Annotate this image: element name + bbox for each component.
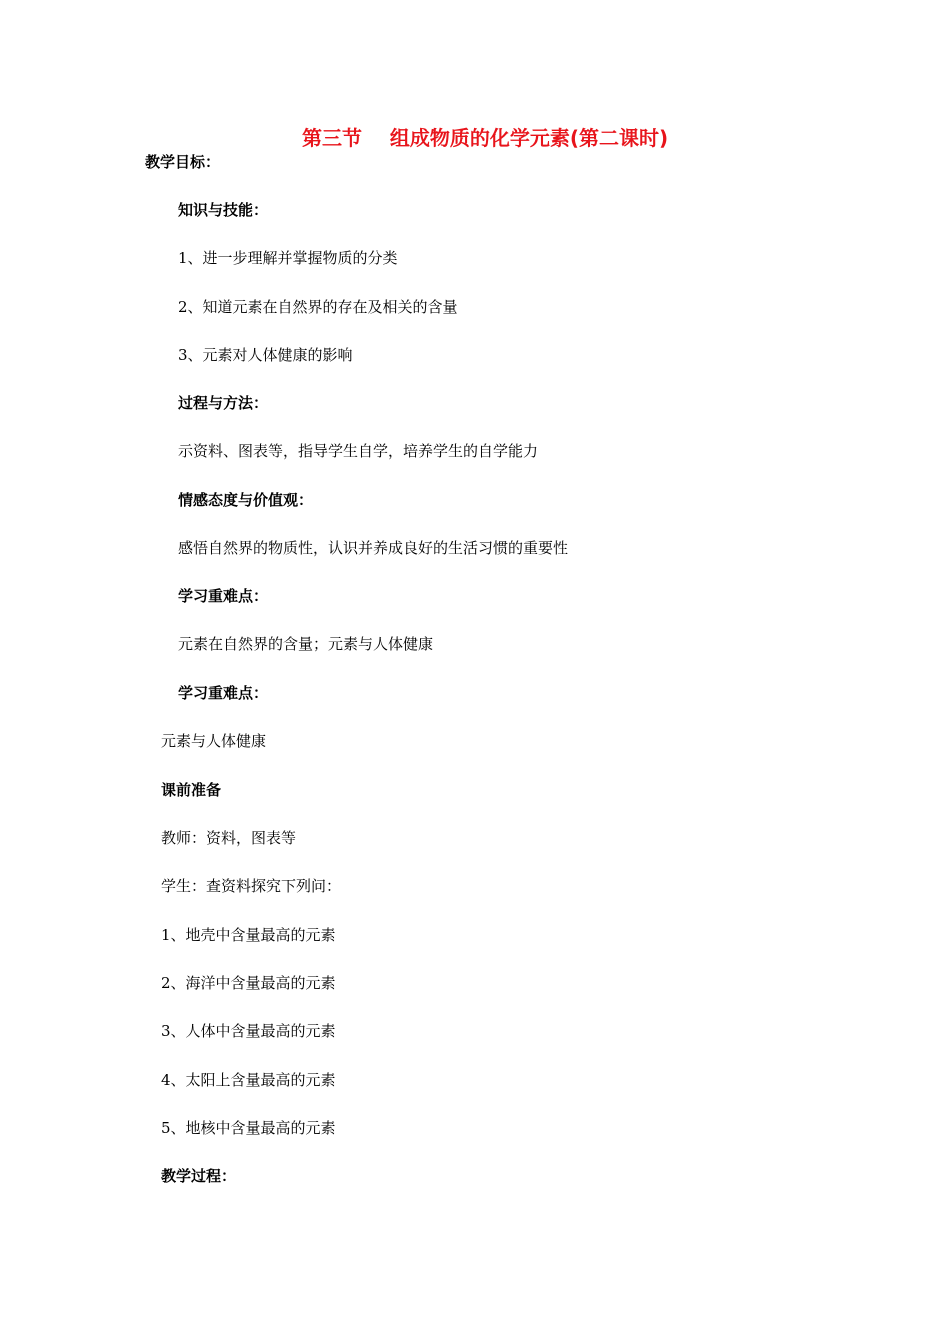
knowledge-item-3: 3、元素对人体健康的影响 — [178, 346, 353, 364]
difficult-points-text: 元素与人体健康 — [161, 732, 267, 750]
key-points-heading: 学习重难点： — [178, 587, 269, 605]
question-3: 3、人体中含量最高的元素 — [161, 1022, 336, 1040]
preparation-heading: 课前准备 — [161, 781, 222, 799]
knowledge-item-2: 2、知道元素在自然界的存在及相关的含量 — [178, 298, 458, 316]
emotion-heading: 情感态度与价值观： — [178, 491, 314, 509]
objectives-heading: 教学目标： — [145, 153, 221, 171]
teaching-process-heading: 教学过程： — [161, 1167, 237, 1185]
student-prep: 学生：查资料探究下列问： — [161, 877, 342, 895]
question-2: 2、海洋中含量最高的元素 — [161, 974, 336, 992]
process-text: 示资料、图表等，指导学生自学，培养学生的自学能力 — [178, 442, 539, 460]
key-points-text: 元素在自然界的含量；元素与人体健康 — [178, 635, 434, 653]
knowledge-heading: 知识与技能： — [178, 201, 269, 219]
knowledge-item-1: 1、进一步理解并掌握物质的分类 — [178, 249, 398, 267]
emotion-text: 感悟自然界的物质性，认识并养成良好的生活习惯的重要性 — [178, 539, 569, 557]
question-5: 5、地核中含量最高的元素 — [161, 1119, 336, 1137]
question-4: 4、太阳上含量最高的元素 — [161, 1071, 336, 1089]
process-heading: 过程与方法： — [178, 394, 269, 412]
teacher-prep: 教师：资料，图表等 — [161, 829, 297, 847]
question-1: 1、地壳中含量最高的元素 — [161, 926, 336, 944]
difficult-points-heading: 学习重难点： — [178, 684, 269, 702]
page-title: 第三节 组成物质的化学元素(第二课时) — [302, 126, 669, 150]
